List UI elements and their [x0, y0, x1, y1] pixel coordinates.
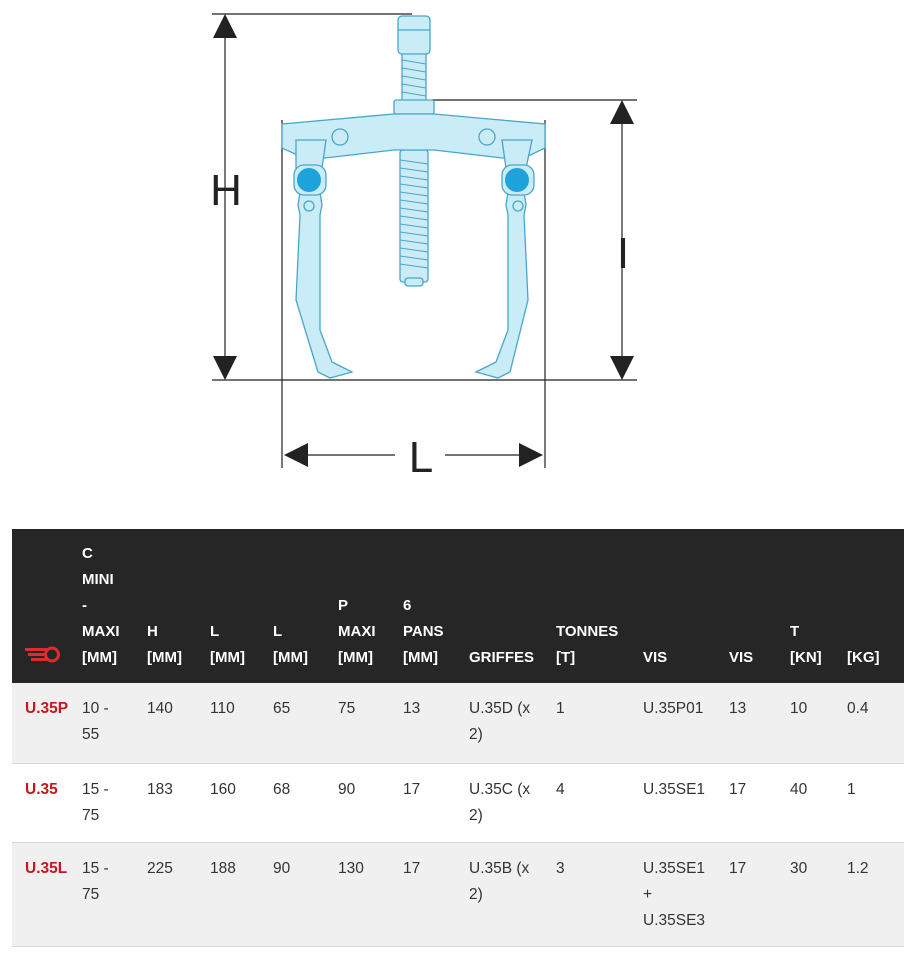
table-cell: 160 [210, 780, 236, 798]
table-cell: 15 - 75 [82, 859, 109, 903]
table-cell: 17 [729, 859, 747, 877]
header-vis: VIS [643, 529, 729, 683]
table-cell: U.35SE1 + U.35SE3 [643, 859, 706, 929]
table-cell: 75 [338, 700, 356, 717]
table-cell: 4 [556, 780, 565, 798]
spec-table [12, 529, 904, 947]
table-cell: 188 [210, 859, 236, 877]
table-cell: U.35D (x 2) [469, 700, 531, 743]
product-ref-link[interactable]: U.35 [25, 780, 58, 798]
table-cell: 110 [210, 700, 235, 717]
facom-brand-logo-icon [25, 645, 61, 663]
label-l: L [408, 433, 434, 482]
table-cell: 40 [790, 780, 808, 798]
table-cell: U.35P01 [643, 700, 704, 717]
header-t-kn: T [KN] [790, 529, 847, 683]
left-jaw-pivot-icon [297, 168, 321, 192]
table-cell: 68 [273, 780, 291, 798]
table-cell: 1 [556, 700, 565, 717]
right-jaw-pivot-icon [505, 168, 529, 192]
table-cell: 17 [403, 859, 421, 877]
table-cell: 1.2 [847, 859, 869, 877]
table-cell: 30 [790, 859, 808, 877]
label-i: I [616, 229, 630, 278]
header-l: L [MM] [210, 529, 273, 683]
header-vis-2: VIS [729, 529, 790, 683]
table-row [12, 763, 904, 842]
table-cell: 1 [847, 780, 856, 798]
table-cell: 183 [147, 780, 173, 798]
puller-body [282, 16, 545, 378]
header-c-mini-maxi: C MINI - MAXI [MM] [82, 529, 147, 683]
product-ref-link[interactable]: U.35P [25, 700, 69, 717]
table-cell: 0.4 [847, 700, 869, 717]
header-griffes: GRIFFES [469, 529, 556, 683]
table-cell: 65 [273, 700, 291, 717]
table-cell: U.35SE1 [643, 780, 706, 798]
product-ref-link[interactable]: U.35L [25, 859, 68, 877]
header-brand-cell [12, 529, 82, 683]
table-cell: 13 [729, 700, 747, 717]
header-h: H [MM] [147, 529, 210, 683]
table-row [12, 842, 904, 946]
header-kg: [KG] [847, 529, 904, 683]
header-6-pans: 6 PANS [MM] [403, 529, 469, 683]
table-cell: 10 - 55 [82, 700, 109, 743]
table-cell: 90 [338, 780, 356, 798]
table-cell: 13 [403, 700, 421, 717]
table-cell: 17 [729, 780, 747, 798]
table-cell: U.35C (x 2) [469, 780, 531, 824]
header-l-2: L [MM] [273, 529, 338, 683]
header-p-maxi: P MAXI [MM] [338, 529, 403, 683]
table-cell: 10 [790, 700, 808, 717]
table-cell: 140 [147, 700, 173, 717]
table-cell: 17 [403, 780, 421, 798]
table-cell: U.35B (x 2) [469, 859, 530, 903]
table-cell: 15 - 75 [82, 780, 109, 824]
table-cell: 3 [556, 859, 565, 877]
table-header-row [12, 529, 904, 683]
table-row [12, 683, 904, 763]
table-cell: 130 [338, 859, 364, 877]
table-cell: 225 [147, 859, 173, 877]
header-tonnes: TONNES [T] [556, 529, 643, 683]
table-cell: 90 [273, 859, 291, 877]
label-h: H [210, 166, 242, 215]
